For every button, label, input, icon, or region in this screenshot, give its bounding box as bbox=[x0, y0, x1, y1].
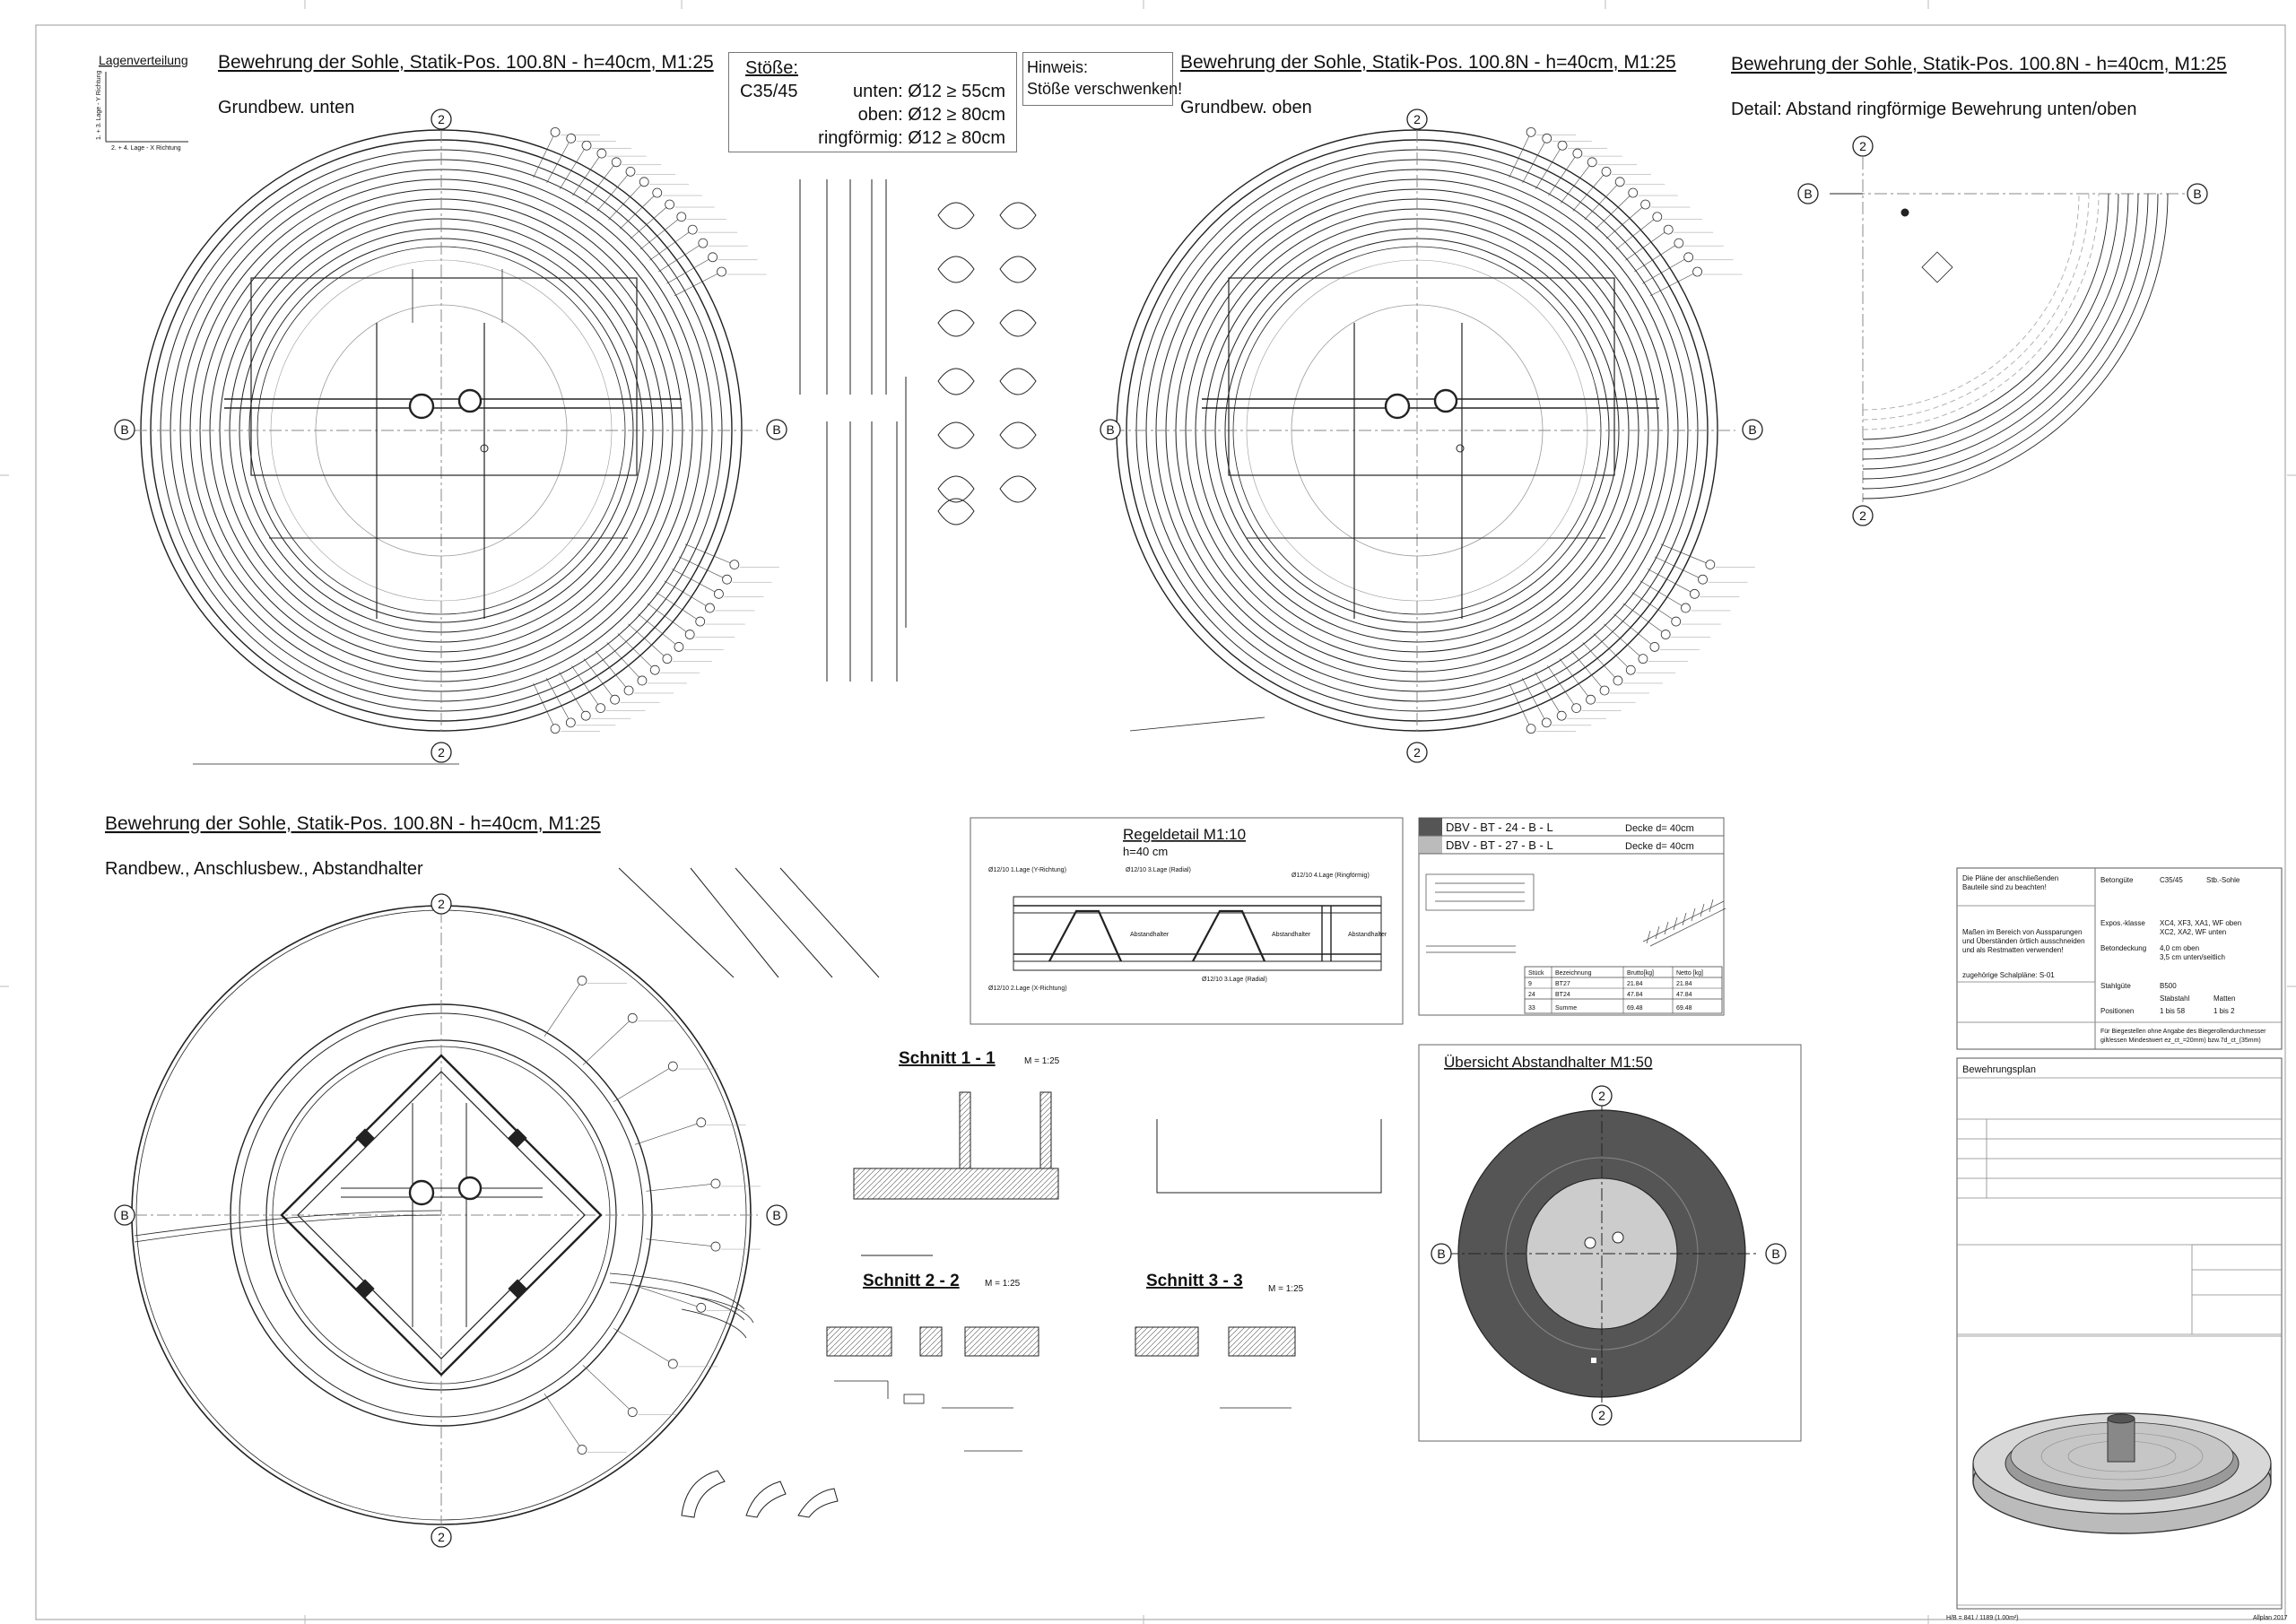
dbv-cell: 21.84 bbox=[1676, 981, 1692, 987]
layer-legend-y: 1. + 3. Lage - Y Richtung bbox=[96, 70, 102, 140]
tb-note: Für Biegestellen ohne Angabe des Biegerollendurchmesser bbox=[2100, 1029, 2266, 1035]
dbv-row2-decke: Decke d= 40cm bbox=[1625, 841, 1694, 852]
tb-value: 1 bis 2 bbox=[2213, 1007, 2235, 1015]
view3-subtitle: Detail: Abstand ringförmige Bewehrung unten/oben bbox=[1731, 100, 2137, 119]
leader-line bbox=[613, 1328, 673, 1364]
abstandhalter-overview bbox=[1419, 1045, 1801, 1441]
position-marker bbox=[1600, 686, 1609, 695]
stoesse-unten: unten: Ø12 ≥ 55cm bbox=[853, 82, 1005, 101]
layer-legend-title: Lagenverteilung bbox=[99, 53, 188, 67]
position-marker bbox=[1661, 630, 1670, 639]
leader-line bbox=[1661, 544, 1710, 565]
regeldetail-label: Abstandhalter bbox=[1348, 932, 1387, 938]
position-marker bbox=[624, 686, 633, 695]
tb-note: und Überständen örtlich ausschneiden bbox=[1962, 937, 2085, 945]
stoesse-oben: oben: Ø12 ≥ 80cm bbox=[857, 105, 1005, 125]
regeldetail-label: Abstandhalter bbox=[1130, 932, 1170, 938]
ring-bar-arc bbox=[1863, 194, 2168, 499]
position-marker bbox=[688, 225, 697, 234]
axis-label-2: 2 bbox=[1413, 112, 1421, 126]
position-marker bbox=[1615, 178, 1624, 187]
position-marker bbox=[1558, 141, 1567, 150]
position-marker bbox=[1543, 134, 1552, 143]
leader-line bbox=[635, 1123, 701, 1145]
dbv-cell: 21.84 bbox=[1627, 981, 1643, 987]
leader-line bbox=[544, 1394, 582, 1449]
position-marker bbox=[1542, 718, 1551, 727]
position-marker bbox=[723, 575, 732, 584]
view4-axis-markers bbox=[115, 894, 787, 1547]
tb-note: gilt/essen Mindestwert ez_ct_=20mm) bzw.7d_ct_(35mm) bbox=[2100, 1038, 2261, 1044]
position-marker bbox=[677, 213, 686, 221]
position-marker bbox=[566, 718, 575, 727]
position-marker bbox=[685, 630, 694, 639]
layer-legend bbox=[96, 53, 188, 152]
dbv-cell: BT24 bbox=[1555, 992, 1570, 998]
section-1-scale: M = 1:25 bbox=[1024, 1056, 1060, 1066]
regeldetail-label: Ø12/10 3.Lage (Radial) bbox=[1202, 977, 1267, 983]
leader-line bbox=[618, 633, 655, 670]
regeldetail-title: Regeldetail M1:10 bbox=[1123, 826, 1247, 843]
view4-subtitle: Randbew., Anschlusbew., Abstandhalter bbox=[105, 859, 423, 879]
hinweis-text: Stöße verschwenken! bbox=[1027, 80, 1183, 98]
leader-line bbox=[640, 217, 682, 249]
position-marker bbox=[668, 1359, 677, 1368]
leader-line bbox=[534, 132, 555, 178]
tb-value: XC2, XA2, WF unten bbox=[2160, 928, 2227, 936]
section-3-scale: M = 1:25 bbox=[1268, 1284, 1304, 1294]
leader-line bbox=[1632, 593, 1676, 621]
dbv-cell: 24 bbox=[1528, 992, 1535, 998]
tb-key: Expos.-klasse bbox=[2100, 919, 2145, 927]
position-marker bbox=[626, 167, 635, 176]
axis-label-b: B bbox=[1748, 422, 1757, 437]
leader-line bbox=[544, 980, 582, 1036]
axis-label-b: B bbox=[1771, 1246, 1780, 1261]
abstandhalter-title: Übersicht Abstandhalter M1:50 bbox=[1444, 1054, 1653, 1071]
leader-line bbox=[631, 204, 670, 239]
dbv-header: Bezeichnung bbox=[1555, 970, 1592, 977]
view3-detail bbox=[1830, 157, 2188, 502]
position-marker bbox=[1672, 617, 1681, 626]
stoesse-ring: ringförmig: Ø12 ≥ 80cm bbox=[818, 128, 1005, 148]
leader-line bbox=[583, 1365, 632, 1411]
stoesse-title: Stöße: bbox=[745, 58, 798, 78]
dbv-header: Netto [kg] bbox=[1676, 970, 1703, 977]
position-marker bbox=[653, 188, 662, 197]
ring-bar-arc bbox=[1863, 194, 2099, 430]
dbv-header: Brutto[kg] bbox=[1627, 970, 1654, 977]
slab-3d-view bbox=[1973, 1413, 2271, 1533]
axis-label-2: 2 bbox=[1598, 1408, 1605, 1422]
axis-label-2: 2 bbox=[438, 112, 445, 126]
tb-note: und als Restmatten verwenden! bbox=[1962, 946, 2064, 954]
dbv-header: Stück bbox=[1528, 970, 1544, 977]
hinweis-note bbox=[1022, 52, 1183, 106]
tb-value: XC4, XF3, XA1, WF oben bbox=[2160, 919, 2242, 927]
leader-line bbox=[583, 1018, 632, 1064]
section-2-scale: M = 1:25 bbox=[985, 1279, 1021, 1289]
position-marker bbox=[697, 1118, 706, 1127]
view3-title: Bewehrung der Sohle, Statik-Pos. 100.8N - h=40cm, M1:25 bbox=[1731, 54, 2227, 74]
title-block bbox=[1946, 868, 2288, 1621]
axis-label-b: B bbox=[772, 422, 781, 437]
leader-line bbox=[685, 544, 735, 565]
tb-key: Stabstahl bbox=[2160, 994, 2190, 1003]
tb-note: Die Pläne der anschließenden bbox=[1962, 874, 2059, 882]
ring-bar-arc bbox=[1863, 194, 2128, 459]
axis-label-b: B bbox=[1106, 422, 1115, 437]
section-2-title: Schnitt 2 - 2 bbox=[863, 1272, 960, 1290]
position-marker bbox=[1681, 604, 1690, 612]
ring-bar-arc bbox=[1863, 194, 2118, 449]
axis-label-2: 2 bbox=[1859, 508, 1866, 523]
position-marker bbox=[1573, 149, 1582, 158]
view4-plan bbox=[132, 906, 758, 1524]
leader-line bbox=[1509, 132, 1531, 178]
position-marker bbox=[1693, 267, 1702, 276]
position-marker bbox=[1639, 655, 1648, 664]
tb-key: Stahlgüte bbox=[2100, 982, 2131, 990]
regeldetail-panel bbox=[970, 818, 1403, 1024]
tb-key: Betongüte bbox=[2100, 876, 2134, 884]
position-marker bbox=[628, 1408, 637, 1417]
axis-label-2: 2 bbox=[438, 745, 445, 760]
position-marker bbox=[1587, 158, 1596, 167]
tb-value: 4,0 cm oben bbox=[2160, 944, 2200, 952]
position-marker bbox=[582, 141, 591, 150]
leader-line bbox=[607, 642, 642, 681]
position-marker bbox=[1674, 239, 1683, 248]
position-marker bbox=[650, 665, 659, 674]
view1-title: Bewehrung der Sohle, Statik-Pos. 100.8N - h=40cm, M1:25 bbox=[218, 52, 714, 73]
position-marker bbox=[638, 676, 647, 685]
hinweis-title: Hinweis: bbox=[1027, 58, 1089, 76]
dbv-cell: Summe bbox=[1555, 1005, 1578, 1012]
leader-line bbox=[1583, 642, 1618, 681]
leader-line bbox=[657, 593, 700, 621]
ring-bar-arc bbox=[1863, 194, 2079, 410]
position-marker bbox=[665, 200, 674, 209]
position-marker bbox=[1602, 167, 1611, 176]
axis-label-2: 2 bbox=[1859, 139, 1866, 153]
position-marker bbox=[674, 642, 683, 651]
position-marker bbox=[597, 149, 606, 158]
leader-line bbox=[613, 1066, 673, 1102]
dbv-cell: 69.48 bbox=[1676, 1005, 1692, 1012]
position-marker bbox=[639, 178, 648, 187]
position-marker bbox=[611, 695, 620, 704]
section-3-title: Schnitt 3 - 3 bbox=[1146, 1272, 1243, 1290]
ring-bar-arc bbox=[1863, 194, 2138, 469]
leader-line bbox=[646, 1239, 716, 1246]
stoesse-concrete: C35/45 bbox=[740, 82, 798, 101]
leader-line bbox=[620, 193, 657, 229]
axis-label-b: B bbox=[120, 1208, 129, 1222]
view3-axis-markers bbox=[1798, 136, 2207, 525]
stoesse-note bbox=[728, 52, 1017, 152]
position-marker bbox=[711, 1179, 720, 1188]
tb-note: zugehörige Schalpläne: S-01 bbox=[1962, 971, 2055, 979]
view1-subtitle: Grundbew. unten bbox=[218, 98, 355, 117]
view1-plan bbox=[135, 130, 758, 764]
axis-label-2: 2 bbox=[438, 1530, 445, 1544]
ring-bar-arc bbox=[1863, 194, 2089, 420]
tb-note: Bauteile sind zu beachten! bbox=[1962, 883, 2047, 891]
position-marker bbox=[628, 1013, 637, 1022]
dbv-row2-name: DBV - BT - 27 - B - L bbox=[1446, 838, 1553, 852]
leader-line bbox=[646, 1184, 716, 1191]
position-marker bbox=[1664, 225, 1673, 234]
position-marker bbox=[1684, 253, 1693, 262]
position-marker bbox=[714, 589, 723, 598]
position-marker bbox=[567, 134, 576, 143]
position-marker bbox=[1690, 589, 1699, 598]
position-marker bbox=[1572, 704, 1581, 713]
position-marker bbox=[1641, 200, 1650, 209]
axis-label-b: B bbox=[1437, 1246, 1446, 1261]
dbv-cell: 47.84 bbox=[1627, 992, 1643, 998]
dbv-cell: 9 bbox=[1528, 981, 1532, 987]
position-marker bbox=[1613, 676, 1622, 685]
leader-line bbox=[1606, 204, 1646, 239]
leader-line bbox=[635, 1286, 701, 1308]
leader-line bbox=[638, 614, 678, 647]
leader-line bbox=[1594, 633, 1631, 670]
dbv-row1-decke: Decke d= 40cm bbox=[1625, 823, 1694, 834]
axis-label-b: B bbox=[120, 422, 129, 437]
tb-key: Matten bbox=[2213, 994, 2236, 1003]
position-marker bbox=[1629, 188, 1638, 197]
tb-value: B500 bbox=[2160, 982, 2177, 990]
leader-line bbox=[572, 153, 601, 195]
dbv-row1-name: DBV - BT - 24 - B - L bbox=[1446, 821, 1553, 834]
view2-title: Bewehrung der Sohle, Statik-Pos. 100.8N - h=40cm, M1:25 bbox=[1180, 52, 1676, 73]
leader-line bbox=[1596, 193, 1633, 229]
leader-line bbox=[1547, 665, 1576, 708]
position-marker bbox=[612, 158, 621, 167]
leader-line bbox=[609, 182, 645, 220]
view2-plan bbox=[1112, 130, 1735, 735]
position-marker bbox=[697, 1303, 706, 1312]
regeldetail-label: Ø12/10 1.Lage (Y-Richtung) bbox=[988, 867, 1066, 873]
tb-note: Maßen im Bereich von Aussparungen bbox=[1962, 928, 2083, 936]
view2-subtitle: Grundbew. oben bbox=[1180, 98, 1312, 117]
position-marker bbox=[1650, 642, 1659, 651]
tb-value: 1 bis 58 bbox=[2160, 1007, 2186, 1015]
regeldetail-height: h=40 cm bbox=[1123, 845, 1169, 858]
position-marker bbox=[711, 1242, 720, 1251]
leader-line bbox=[658, 243, 703, 272]
regeldetail-label: Ø12/10 3.Lage (Radial) bbox=[1126, 867, 1191, 873]
axis-label-b: B bbox=[1804, 187, 1813, 201]
position-marker bbox=[1587, 695, 1596, 704]
plan-label: Bewehrungsplan bbox=[1962, 1064, 2036, 1075]
leader-line bbox=[1548, 153, 1577, 195]
leader-line bbox=[1613, 614, 1654, 647]
dbv-cell: BT27 bbox=[1555, 981, 1570, 987]
regeldetail-label: Ø12/10 4.Lage (Ringförmig) bbox=[1292, 873, 1370, 879]
leader-line bbox=[1604, 624, 1643, 659]
regeldetail-label: Ø12/10 2.Lage (X-Richtung) bbox=[988, 986, 1067, 992]
position-marker bbox=[551, 725, 560, 734]
position-marker bbox=[696, 617, 705, 626]
position-marker bbox=[699, 239, 708, 248]
position-marker bbox=[578, 976, 587, 985]
ring-bar-arc bbox=[1863, 194, 2158, 489]
leader-line bbox=[1585, 182, 1621, 220]
view3-arcs bbox=[1830, 194, 2168, 499]
dbv-cell: 47.84 bbox=[1676, 992, 1692, 998]
axis-label-2: 2 bbox=[438, 897, 445, 911]
section-1-title: Schnitt 1 - 1 bbox=[899, 1049, 996, 1068]
position-marker bbox=[581, 711, 590, 720]
regeldetail-label: Abstandhalter bbox=[1272, 932, 1311, 938]
sheet-size: H/B = 841 / 1189 (1.00m²) bbox=[1946, 1615, 2019, 1621]
axis-label-2: 2 bbox=[1598, 1089, 1605, 1103]
tb-value: C35/45 bbox=[2160, 876, 2183, 884]
leader-line bbox=[1634, 243, 1679, 272]
dbv-panel bbox=[1419, 818, 1726, 1015]
tb-key: Betondeckung bbox=[2100, 944, 2147, 952]
view4-title: Bewehrung der Sohle, Statik-Pos. 100.8N - h=40cm, M1:25 bbox=[105, 813, 601, 834]
tb-key: Positionen bbox=[2100, 1007, 2135, 1015]
position-marker bbox=[718, 267, 726, 276]
position-marker bbox=[596, 704, 605, 713]
position-marker bbox=[1706, 560, 1715, 569]
layer-legend-x: 2. + 4. Lage - X Richtung bbox=[111, 145, 181, 152]
position-marker bbox=[1626, 665, 1635, 674]
leader-line bbox=[1509, 683, 1531, 729]
leader-line bbox=[1616, 217, 1657, 249]
dbv-cell: 33 bbox=[1528, 1005, 1535, 1012]
tb-value: 3,5 cm unten/seitlich bbox=[2160, 953, 2225, 961]
position-marker bbox=[730, 560, 739, 569]
leader-line bbox=[534, 683, 555, 729]
position-marker bbox=[668, 1062, 677, 1071]
position-marker bbox=[1699, 575, 1708, 584]
position-marker bbox=[663, 655, 672, 664]
leader-line bbox=[628, 624, 667, 659]
tb-value: Stb.-Sohle bbox=[2206, 876, 2240, 884]
position-marker bbox=[551, 127, 560, 136]
position-marker bbox=[1526, 127, 1535, 136]
position-marker bbox=[1653, 213, 1662, 221]
dbv-cell: 69.48 bbox=[1627, 1005, 1643, 1012]
position-marker bbox=[705, 604, 714, 612]
position-marker bbox=[1526, 725, 1535, 734]
software-label: Allplan 2017 bbox=[2253, 1615, 2288, 1621]
section-cuts bbox=[827, 1049, 1381, 1451]
position-marker bbox=[1557, 711, 1566, 720]
leader-line bbox=[571, 665, 600, 708]
axis-label-b: B bbox=[2193, 187, 2202, 201]
position-marker bbox=[578, 1446, 587, 1455]
bent-bar-shapes bbox=[682, 1471, 838, 1517]
axis-label-b: B bbox=[772, 1208, 781, 1222]
position-marker bbox=[709, 253, 718, 262]
axis-label-2: 2 bbox=[1413, 745, 1421, 760]
